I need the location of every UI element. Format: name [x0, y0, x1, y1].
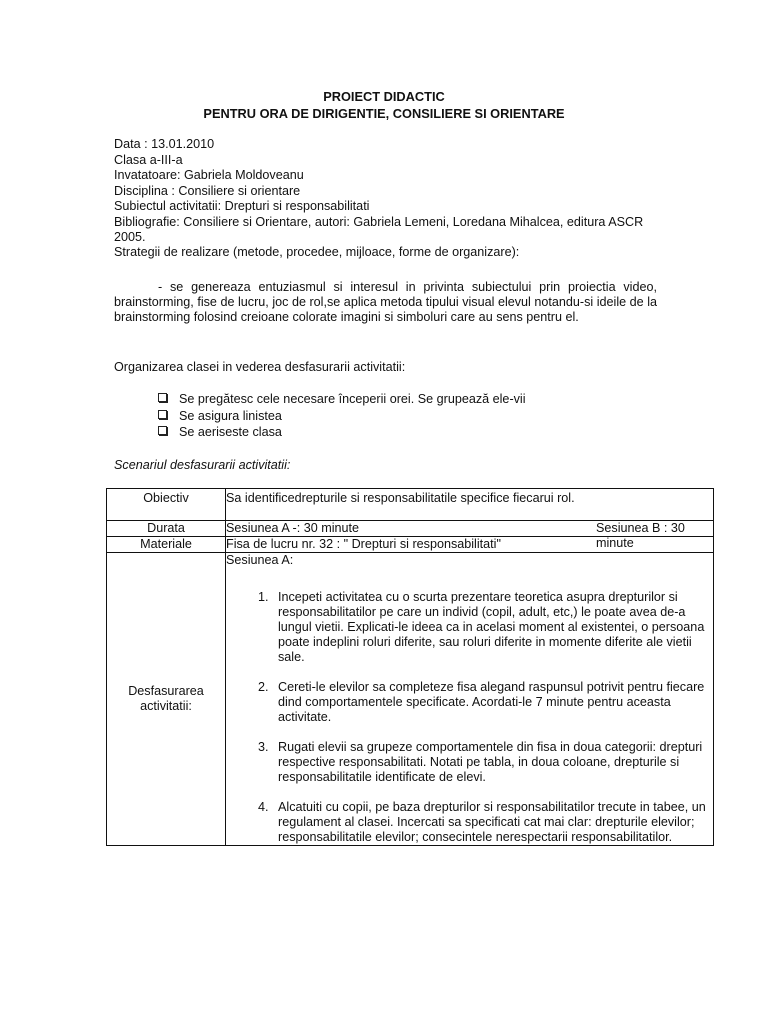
session-b-duration: Sesiunea B : 30 minute: [596, 521, 685, 550]
metadata-block: [114, 137, 674, 260]
step-item: 1. Incepeti activitatea cu o scurta prezentare teoretica asupra drepturilor si responsabilitatilor pe care un individ (copil, adult, etc,) le poate avea de-a lungul vietii. Explicati-le ideea ca in acelasi moment al existentei, o persoana poate indeplini roluri diferite, sau roluri diferite in momente diferite ale vietii sale.: [272, 590, 713, 665]
meta-date: Data : 13.01.2010: [114, 137, 215, 151]
activity-label: Desfasurarea activitatii:: [107, 553, 226, 846]
square-bullet-icon: [158, 393, 167, 402]
square-bullet-icon: [158, 410, 167, 419]
table-row: [107, 553, 714, 846]
activity-table: [106, 488, 714, 846]
session-heading: Sesiunea A:: [226, 553, 294, 567]
materials-value: Fisa de lucru nr. 32 : " Drepturi si responsabilitati": [226, 537, 714, 553]
square-bullet-icon: [158, 426, 167, 435]
session-a-duration: Sesiunea A -: 30 minute: [226, 521, 360, 535]
table-row: [107, 489, 714, 521]
table-row: [107, 521, 714, 537]
organization-list: [158, 392, 526, 442]
activity-description: [226, 553, 714, 846]
meta-subject: Subiectul activitatii: Drepturi si responsabilitati: [114, 199, 370, 213]
objective-value: Sa identificedrepturile si responsabilitatile specifice fiecarui rol.: [226, 489, 714, 521]
step-item: 3. Rugati elevii sa grupeze comportamentele din fisa in doua categorii: drepturi respective responsabilitati. Notati pe tabla, in doua coloane, drepturile si responsabilitatile identificate de elevi.: [272, 740, 713, 785]
step-item: 2. Cereti-le elevilor sa completeze fisa alegand raspunsul potrivit pentru fiecare dind comportamentele specificate. Acordati-le 7 minute pentru aceasta activitate.: [272, 680, 713, 725]
page-subtitle: PENTRU ORA DE DIRIGENTIE, CONSILIERE SI ORIENTARE: [203, 106, 565, 121]
meta-discipline: Disciplina : Consiliere si orientare: [114, 183, 301, 198]
scenario-heading: Scenariul desfasurarii activitatii:: [114, 458, 291, 472]
list-item: Se asigura linistea: [158, 409, 526, 426]
list-item: Se pregătesc cele necesare începerii orei. Se grupează ele-vii: [158, 392, 526, 409]
organization-heading: Organizarea clasei in vederea desfasurarii activitatii:: [114, 360, 406, 374]
step-item: 4. Alcatuiti cu copii, pe baza drepturilor si responsabilitatilor trecute in tabee, un regulament al clasei. Incercati sa specificati cat mai clar: drepturile elevilor; responsabilitatile elevilor; consecintele nerespectarii responsabilitatilor.: [272, 800, 713, 845]
duration-label: Durata: [107, 521, 226, 537]
meta-bibliography: Bibliografie: Consiliere si Orientare, autori: Gabriela Lemeni, Loredana Mihalcea, editura ASCR 2005.: [114, 214, 644, 244]
list-item: Se aeriseste clasa: [158, 425, 526, 442]
steps-list: [226, 590, 713, 845]
strategy-text: - se genereaza entuziasmul si interesul in privinta subiectului prin proiectia video, brainstorming, fise de lucru, joc de rol,se aplica metoda tipului visual elevul notandu-si ideile de la brainstorming folosind creioane colorate imagini si simboluri care au sens pentru el.: [114, 280, 657, 324]
meta-teacher: Invatatoare: Gabriela Moldoveanu: [114, 168, 304, 182]
strategy-paragraph: [114, 280, 657, 325]
meta-strategies: Strategii de realizare (metode, procedee, mijloace, forme de organizare):: [114, 244, 520, 259]
page-title: PROIECT DIDACTIC: [323, 89, 445, 104]
objective-label: Obiectiv: [107, 489, 226, 521]
meta-class: Clasa a-III-a: [114, 152, 183, 167]
materials-label: Materiale: [107, 537, 226, 553]
